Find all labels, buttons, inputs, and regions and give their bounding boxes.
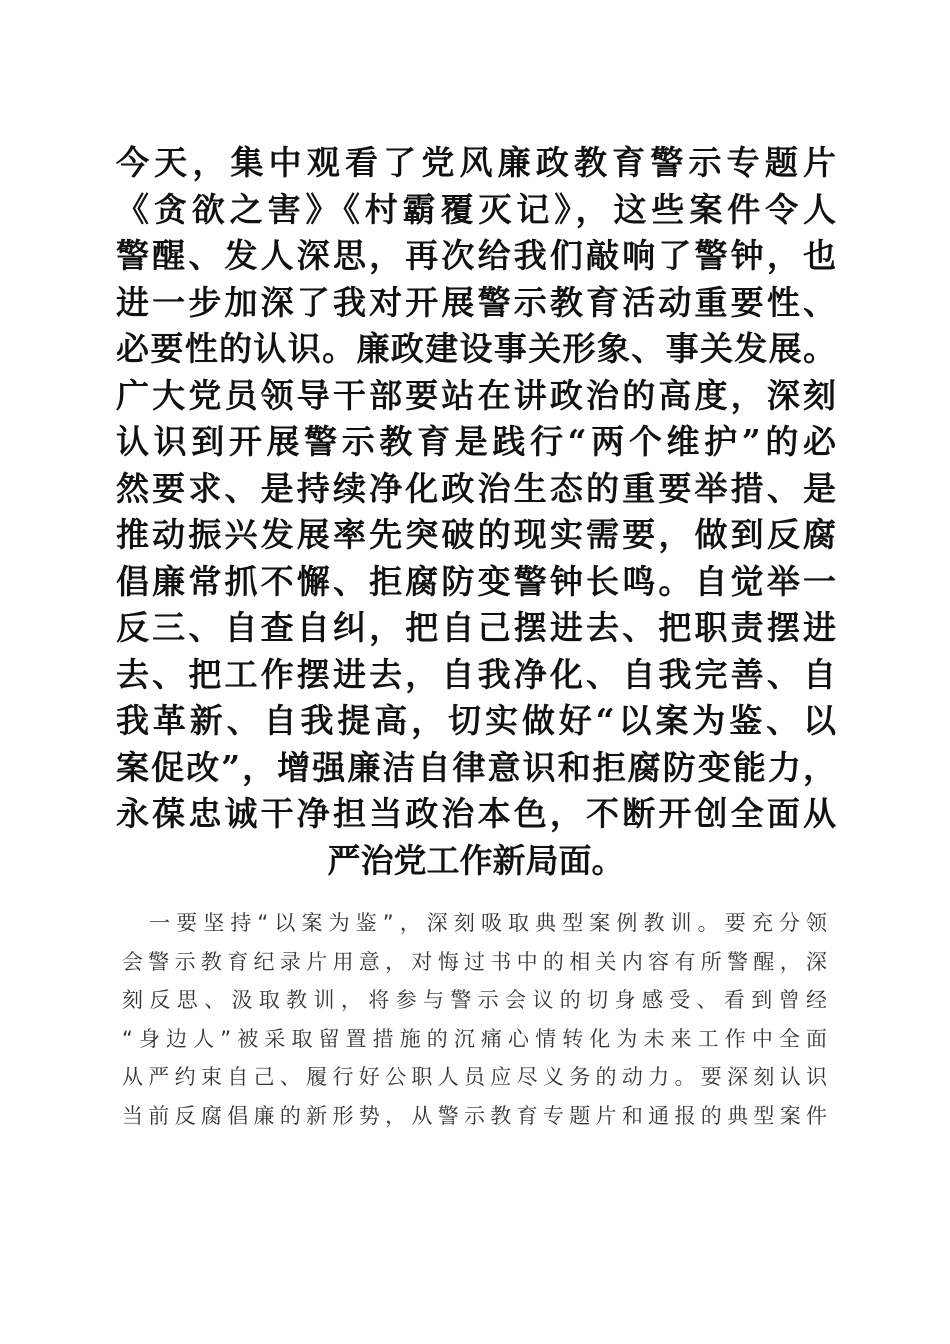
body-paragraph	[122, 904, 828, 1135]
lead-line: 去、把工作摆进去，自我净化、自我完善、自	[116, 654, 836, 694]
lead-line: 必要性的认识。廉政建设事关形象、事关发展。	[116, 329, 836, 368]
body-line: “身边人”被采取留置措施的沉痛心情转化为未来工作中全面	[122, 1026, 828, 1051]
lead-line: 永葆忠诚干净担当政治本色，不断开创全面从	[116, 794, 836, 833]
lead-line: 广大党员领导干部要站在讲政治的高度，深刻	[116, 375, 836, 415]
lead-line: 案促改”，增强廉洁自律意识和拒腐防变能力，	[116, 747, 836, 787]
lead-line: 反三、自查自纠，把自己摆进去、把职责摆进	[116, 608, 836, 647]
lead-line: 今天，集中观看了党风廉政教育警示专题片	[116, 143, 836, 182]
lead-line: 然要求、是持续净化政治生态的重要举措、是	[116, 468, 836, 508]
lead-line: 警醒、发人深思，再次给我们敲响了警钟，也	[116, 236, 836, 275]
lead-paragraph	[116, 140, 836, 884]
lead-line: 倡廉常抓不懈、拒腐防变警钟长鸣。自觉举一	[116, 561, 836, 601]
lead-line: 《贪欲之害》《村霸覆灭记》，这些案件令人	[116, 189, 836, 229]
body-line: 从严约束自己、履行好公职人员应尽义务的动力。要深刻认识	[122, 1065, 828, 1089]
body-line: 刻反思、汲取教训，将参与警示会议的切身感受、看到曾经	[122, 988, 828, 1012]
lead-line: 进一步加深了我对开展警示教育活动重要性、	[116, 282, 836, 322]
lead-line: 认识到开展警示教育是践行“两个维护”的必	[116, 422, 836, 461]
body-line: 一要坚持“以案为鉴”，深刻吸取典型案例教训。要充分领	[122, 911, 828, 935]
lead-line: 我革新、自我提高，切实做好“以案为鉴、以	[116, 701, 836, 740]
lead-line-last: 严治党工作新局面。	[327, 840, 625, 880]
body-line: 当前反腐倡廉的新形势，从警示教育专题片和通报的典型案件	[122, 1103, 828, 1128]
body-line: 会警示教育纪录片用意，对悔过书中的相关内容有所警醒，深	[122, 949, 828, 974]
lead-line: 推动振兴发展率先突破的现实需要，做到反腐	[116, 515, 836, 554]
